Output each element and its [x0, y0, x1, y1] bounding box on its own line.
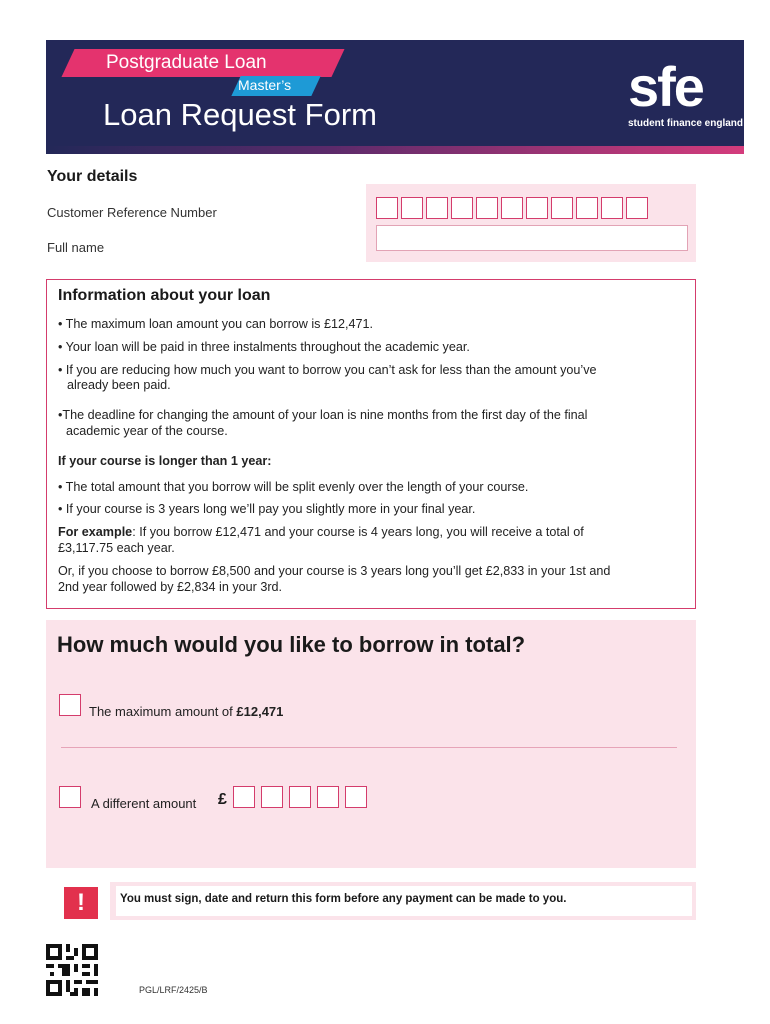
loan-info-heading: Information about your loan: [58, 287, 271, 304]
form-reference-code: PGL/LRF/2425/B: [139, 985, 208, 995]
max-amount-checkbox[interactable]: [59, 694, 81, 716]
qr-code-icon: [46, 944, 98, 996]
header-banner: [46, 40, 744, 153]
crn-digit-box[interactable]: [601, 197, 623, 219]
example-label: For example: [58, 525, 133, 539]
your-details-heading: Your details: [47, 168, 138, 185]
crn-digit-box[interactable]: [376, 197, 398, 219]
info-bullet: • If you are reducing how much you want to borrow you can’t ask for less than the amount you’ve: [58, 363, 597, 377]
crn-digit-box[interactable]: [576, 197, 598, 219]
max-amount-value: £12,471: [236, 704, 284, 719]
info-bullet: • The total amount that you borrow will be split evenly over the length of your course.: [58, 480, 529, 494]
example-line-cont: £3,117.75 each year.: [58, 541, 175, 555]
level-label: Master’s: [238, 77, 292, 93]
crn-digit-box[interactable]: [476, 197, 498, 219]
info-bullet-cont: academic year of the course.: [66, 424, 228, 438]
crn-digit-box[interactable]: [501, 197, 523, 219]
amount-digit-box[interactable]: [233, 786, 255, 808]
alt-example-line-cont: 2nd year followed by £2,834 in your 3rd.: [58, 580, 283, 594]
amount-digit-box[interactable]: [345, 786, 367, 808]
info-bullet: • The maximum loan amount you can borrow is £12,471.: [58, 317, 373, 331]
programme-label: Postgraduate Loan: [106, 52, 267, 73]
amount-input-group[interactable]: [233, 786, 367, 808]
crn-digit-box[interactable]: [526, 197, 548, 219]
max-amount-label: [89, 704, 283, 719]
alt-example-line: Or, if you choose to borrow £8,500 and your course is 3 years long you’ll get £2,833 in your 1st and: [58, 564, 611, 578]
amount-digit-box[interactable]: [317, 786, 339, 808]
form-title: Loan Request Form: [103, 97, 377, 132]
example-line: [58, 524, 584, 540]
sfe-logo-subtitle: student finance england: [628, 118, 744, 129]
example-text: : If you borrow £12,471 and your course is 4 years long, you will receive a total of: [132, 525, 584, 539]
crn-label: Customer Reference Number: [47, 205, 217, 220]
warning-icon: !: [64, 887, 98, 919]
long-course-subheading: If your course is longer than 1 year:: [58, 454, 272, 468]
crn-digit-box[interactable]: [426, 197, 448, 219]
crn-digit-box[interactable]: [626, 197, 648, 219]
info-bullet-cont: already been paid.: [67, 378, 171, 392]
info-bullet: •The deadline for changing the amount of your loan is nine months from the first day of the final: [58, 408, 588, 422]
amount-digit-box[interactable]: [289, 786, 311, 808]
amount-digit-box[interactable]: [261, 786, 283, 808]
option-divider: [61, 747, 677, 748]
sfe-logo: sfe: [628, 55, 703, 118]
borrow-heading: How much would you like to borrow in total?: [57, 632, 526, 657]
warning-text: You must sign, date and return this form before any payment can be made to you.: [120, 893, 567, 905]
max-amount-prefix: The maximum amount of: [89, 704, 237, 719]
info-bullet: • If your course is 3 years long we’ll pay you slightly more in your final year.: [58, 502, 476, 516]
fullname-input[interactable]: [376, 225, 688, 251]
banner-gradient-strip: [46, 146, 744, 154]
currency-symbol: £: [218, 791, 227, 808]
crn-digit-box[interactable]: [451, 197, 473, 219]
crn-digit-box[interactable]: [401, 197, 423, 219]
crn-input-group[interactable]: [376, 197, 648, 219]
info-bullet: • Your loan will be paid in three instalments throughout the academic year.: [58, 340, 470, 354]
different-amount-checkbox[interactable]: [59, 786, 81, 808]
crn-digit-box[interactable]: [551, 197, 573, 219]
different-amount-label: A different amount: [91, 796, 197, 811]
fullname-label: Full name: [47, 240, 105, 255]
